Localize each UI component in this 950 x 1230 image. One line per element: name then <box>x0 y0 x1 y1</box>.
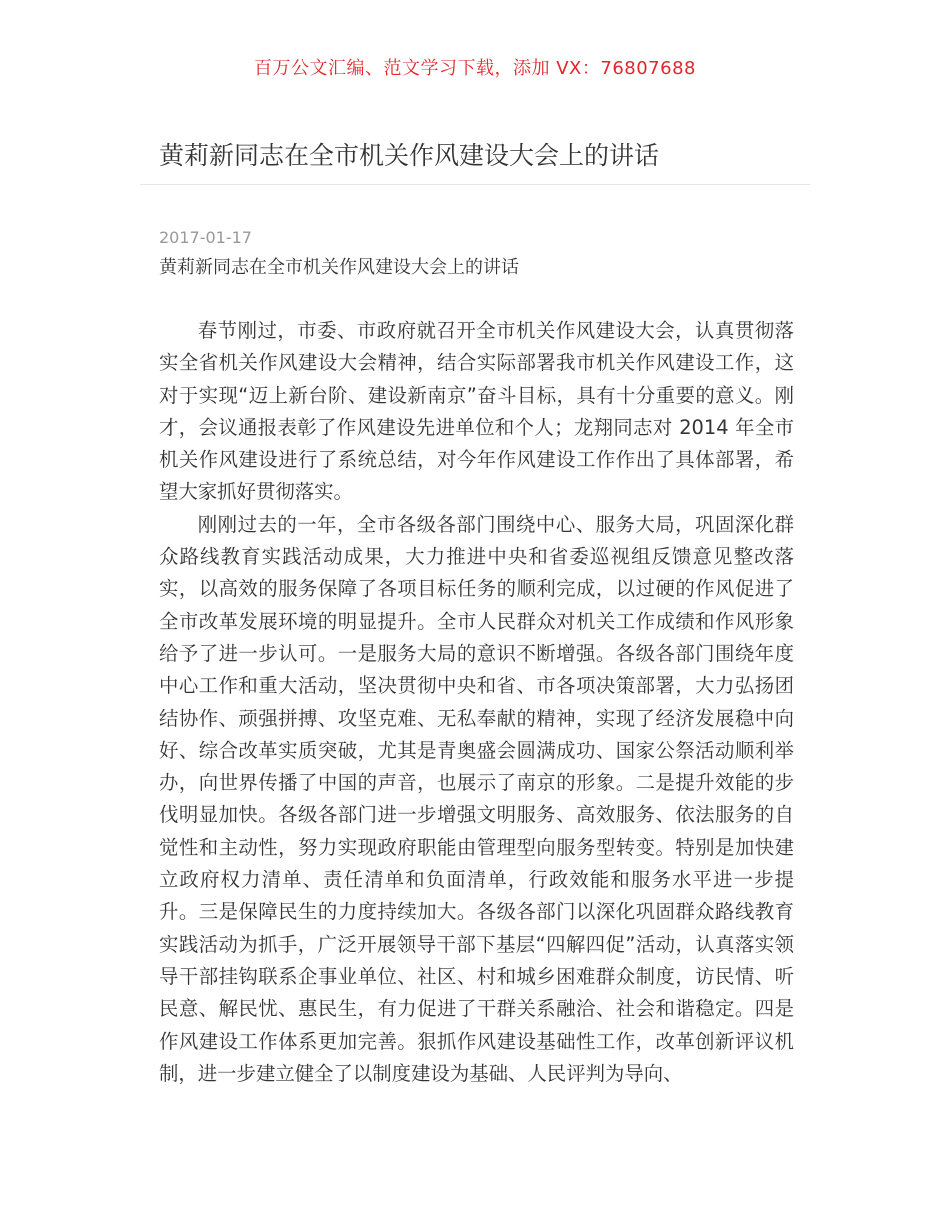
page-title: 黄莉新同志在全市机关作风建设大会上的讲话 <box>159 141 660 170</box>
publish-date: 2017-01-17 <box>159 228 252 247</box>
paragraph: 刚刚过去的一年，全市各级各部门围绕中心、服务大局，巩固深化群众路线教育实践活动成果，大力推进中央和省委巡视组反馈意见整改落实，以高效的服务保障了各项目标任务的顺利完成，以过硬的作风促进了全市改革发展环境的明显提升。全市人民群众对机关工作成绩和作风形象给予了进一步认可。一是服务大局的意识不断增强。各级各部门围绕年度中心工作和重大活动，坚决贯彻中央和省、市各项决策部署，大力弘扬团结协作、顽强拼搏、攻坚克难、无私奉献的精神，实现了经济发展稳中向好、综合改革实质突破，尤其是青奥盛会圆满成功、国家公祭活动顺利举办，向世界传播了中国的声音，也展示了南京的形象。二是提升效能的步伐明显加快。各级各部门进一步增强文明服务、高效服务、依法服务的自觉性和主动性，努力实现政府职能由管理型向服务型转变。特别是加快建立政府权力清单、责任清单和负面清单，行政效能和服务水平进一步提升。三是保障民生的力度持续加大。各级各部门以深化巩固群众路线教育实践活动为抓手，广泛开展领导干部下基层“四解四促”活动，认真落实领导干部挂钩联系企事业单位、社区、村和城乡困难群众制度，访民情、听民意、解民忧、惠民生，有力促进了干群关系融洽、社会和谐稳定。四是作风建设工作体系更加完善。狠抓作风建设基础性工作，改革创新评议机制，进一步建立健全了以制度建设为基础、人民评判为导向、 <box>159 512 794 1085</box>
paragraph: 春节刚过，市委、市政府就召开全市机关作风建设大会，认真贯彻落实全省机关作风建设大会精神，结合实际部署我市机关作风建设工作，这对于实现“迈上新台阶、建设新南京”奋斗目标，具有十分重要的意义。刚才，会议通报表彰了作风建设先进单位和个人；龙翔同志对 2014 年全市机关作风建设进行了系统总结，对今年作风建设工作作出了具体部署，希望大家抓好贯彻落实。 <box>159 319 794 504</box>
promo-banner: 百万公文汇编、范文学习下载，添加 VX：76807688 <box>254 58 696 79</box>
title-divider <box>140 184 810 185</box>
article-subtitle: 黄莉新同志在全市机关作风建设大会上的讲话 <box>159 257 519 278</box>
article-body <box>159 315 794 1090</box>
